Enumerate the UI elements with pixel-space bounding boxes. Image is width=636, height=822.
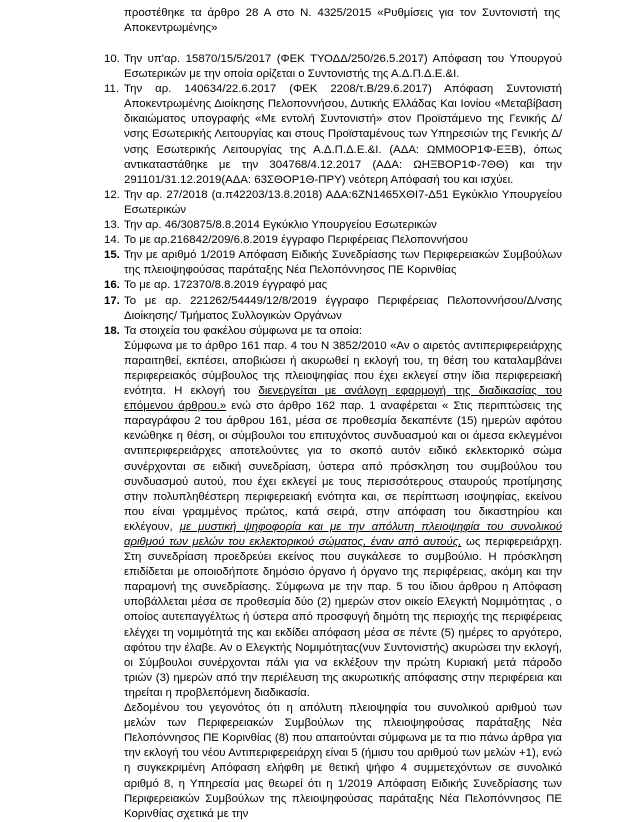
item-number: 16. xyxy=(104,279,120,292)
list-item xyxy=(104,52,562,82)
list-item xyxy=(104,294,562,324)
list-item xyxy=(104,278,562,293)
item-number: 12. xyxy=(104,188,120,201)
underlined-clause: διενεργείται με ανάλογη εφαρμογή της διαδικασίας του επόμενου άρθρου.» xyxy=(124,385,562,413)
conclusion-paragraph: Δεδομένου του γεγονότος ότι η απόλυτη πλειοψηφία του συνολικού αριθμού των μελών των Περιφερειακών Συμβούλων της πλειοψηφούσας παράταξης Νέα Πελοπόννησος ΠΕ Κορινθίας (8) που απαιτούνται σύμφωνα με τα πιο πάνω άρθρα για την εκλογή του νέου Αντιπεριφερειάρχη είναι 5 (ήμισυ του αριθμού των μελών +1), ενώ η συγκεκριμένη Απόφαση ελήφθη με θετική ψήφο 4 συμμετεχόντων σε συνολικό αριθμό 8, η Υπηρεσία μας θεωρεί ότι η 1/2019 Απόφαση Ειδικής Συνεδρίασης των Περιφερειακών Συμβούλων της πλειοψηφούσας παράταξης Νέα Πελοπόννησος ΠΕ Κορινθίας σχετικά με την xyxy=(124,702,562,820)
item-text: Το με αρ.216842/209/6.8.2019 έγγραφο Περιφέρειας Πελοποννήσου xyxy=(124,234,468,247)
item-number: 13. xyxy=(104,219,120,232)
law-quote-text: ως περιφερειάρχη. Στη συνεδρίαση προεδρεύει εκείνος που συγκάλεσε το συμβούλιο. Η πρόσκληση επιδίδεται με οποιοδήποτε δημόσιο όργανο ή όργανο της περιφέρειας, ακόμη και την παραμονή της συνεδρίασης. Σύμφωνα με την παρ. 5 του ίδιου άρθρου η Απόφαση υποβάλλεται μέσα σε προθεσμία δύο (2) ημερών στον οικείο Ελεγκτή Νομιμότητας , ο οποίος αυτεπαγγέλτως ή ύστερα από προσφυγή δημότη της περιοχής της περιφέρειας ελέγχει τη νομιμότητά της και εκδίδει απόφαση μέσα σε πέντε (5) ημέρες το αργότερο, αφότου την έλαβε. Αν ο Ελεγκτής Νομιμότητας(νυν Συντονιστής) ακυρώσει την εκλογή, οι Σύμβουλοι συνέρχονται πάλι για να εκλέξουν την πρώτη Κυριακή μετά πάροδο τριών (3) ημερών από την περιέλευση της ακυρωτικής απόφασης στην περιφέρεια και τηρείται η προβλεπόμενη διαδικασία. xyxy=(124,536,562,699)
law-quote-text: Σύμφωνα με το άρθρο 161 παρ. 4 του Ν 3852/2010 «Αν ο αιρετός αντιπεριφερειάρχης παραιτηθεί, εκπέσει, αποβιώσει ή ακυρωθεί η εκλογή του, τη θέση του καταλαμβάνει περιφερειακός σύμβουλος της πλειοψηφίας που έχει εκλεγεί στην ίδια περιφερειακή ενότητα. Η εκλογή του xyxy=(124,339,562,398)
item-number: 17. xyxy=(104,294,120,307)
item-18-lead: Τα στοιχεία του φακέλου σύμφωνα με τα οποία: xyxy=(124,324,363,337)
item-18-body xyxy=(124,324,562,822)
item-number: 11. xyxy=(104,83,119,96)
law-quote-paragraph xyxy=(124,339,562,701)
reference-list xyxy=(104,52,562,822)
item-number: 14. xyxy=(104,234,120,247)
intro-paragraph: προστέθηκε τα άρθρο 28 Α στο Ν. 4325/2015 «Ρυθμίσεις για τον Συντονιστή της Αποκεντρωμένης» xyxy=(124,7,560,35)
law-quote-text: ενώ στο άρθρο 162 παρ. 1 αναφέρεται « Στις περιπτώσεις της παραγράφου 2 του άρθρου 161, μέσα σε προθεσμία δεκαπέντε (15) ημερών αφότου κενώθηκε η θέση, οι σύμβουλοι του επιτυχόντος συνδυασμού και οι άμεσα εκλεγμένοι αντιπεριφερειάρχες αποτελούντες για το σκοπό αυτόν ειδικό εκλεκτορικό σώμα συνέρχονται σε ειδική συνεδρίαση, ύστερα από πρόσκληση του συμβούλου του συνδυασμού αυτού, που έχει εκλεγεί με τους περισσότερους σταυρούς προτίμησης στην πολυπληθέστερη περιφερειακή ενότητα και, σε περίπτωση ισοψηφίας, εκείνου που είναι γραμμένος πρώτος, κατά σειρά, στην απόφαση του δικαστηρίου και εκλέγουν, xyxy=(124,400,562,533)
item-number: 10. xyxy=(104,53,120,65)
item-text: Την αρ. 46/30875/8.8.2014 Εγκύκλιο Υπουργείου Εσωτερικών xyxy=(124,219,437,232)
list-item xyxy=(104,218,562,233)
list-item xyxy=(104,188,562,218)
item-number: 18. xyxy=(104,324,120,337)
list-item xyxy=(104,233,562,248)
item-text: Την αρ. 140634/22.6.2017 (ΦΕΚ 2208/τ.Β/29.6.2017) Απόφαση Συντονιστή Αποκεντρωμένης Διοίκησης Πελοποννήσου, Δυτικής Ελλάδας Και Ιονίου «Μεταβίβαση δικαιώματος υπογραφής «Με εντολή Συντονιστή» στον Προϊστάμενο της Γενικής Δ/νσης Εσωτερικής Λειτουργίας και στους Προϊσταμένους των Υπηρεσιών της Γενικής Δ/νσης Εσωτερικής Λειτουργίας της Α.Δ.Π.Δ.Ε.&Ι. (ΑΔΑ: ΩΜΜ0ΟΡ1Φ-ΕΞΒ), όπως αντικαταστάθηκε με την 304768/4.12.2017 (ΑΔΑ: ΩΗΞΒΟΡ1Φ-7ΘΘ) και την 291101/31.12.2019(ΑΔΑ: 63ΣΘΟΡ1Θ-ΠΡΥ) νεότερη Απόφασή του και ισχύει. xyxy=(124,83,562,186)
item-number: 15. xyxy=(104,249,120,262)
item-text: Την υπ'αρ. 15870/15/5/2017 (ΦΕΚ ΤΥΟΔΔ/250/26.5.2017) Απόφαση του Υπουργού Εσωτερικών με την οποία ορίζεται ο Συντονιστής της Α.Δ.Π.Δ.Ε.&Ι. xyxy=(124,53,562,81)
list-item xyxy=(104,248,562,278)
list-item xyxy=(104,82,562,188)
item-text: Το με αρ. 172370/8.8.2019 έγγραφό μας xyxy=(124,279,328,292)
list-item-18 xyxy=(104,324,562,822)
item-text: Την με αριθμό 1/2019 Απόφαση Ειδικής Συνεδρίασης των Περιφερειακών Συμβούλων της πλειοψηφούσας παράταξης Νέα Πελοπόννησος ΠΕ Κορινθίας xyxy=(124,249,562,277)
underlined-italic-clause: με μυστική ψηφοφορία και με την απόλυτη πλειοψηφία του συνολικού αριθμού των μελών του εκλεκτορικού σώματος, έναν από αυτούς, xyxy=(124,520,562,548)
item-text: Την αρ. 27/2018 (α.π42203/13.8.2018) ΑΔΑ:6ΖΝ1465ΧΘΙ7-Δ51 Εγκύκλιο Υπουργείου Εσωτερικών xyxy=(124,188,562,216)
item-text: Το με αρ. 221262/54449/12/8/2019 έγγραφο Περιφέρειας Πελοποννήσου/Δ/νσης Διοίκησης/ Τμήματος Συλλογικών Οργάνων xyxy=(124,294,562,322)
